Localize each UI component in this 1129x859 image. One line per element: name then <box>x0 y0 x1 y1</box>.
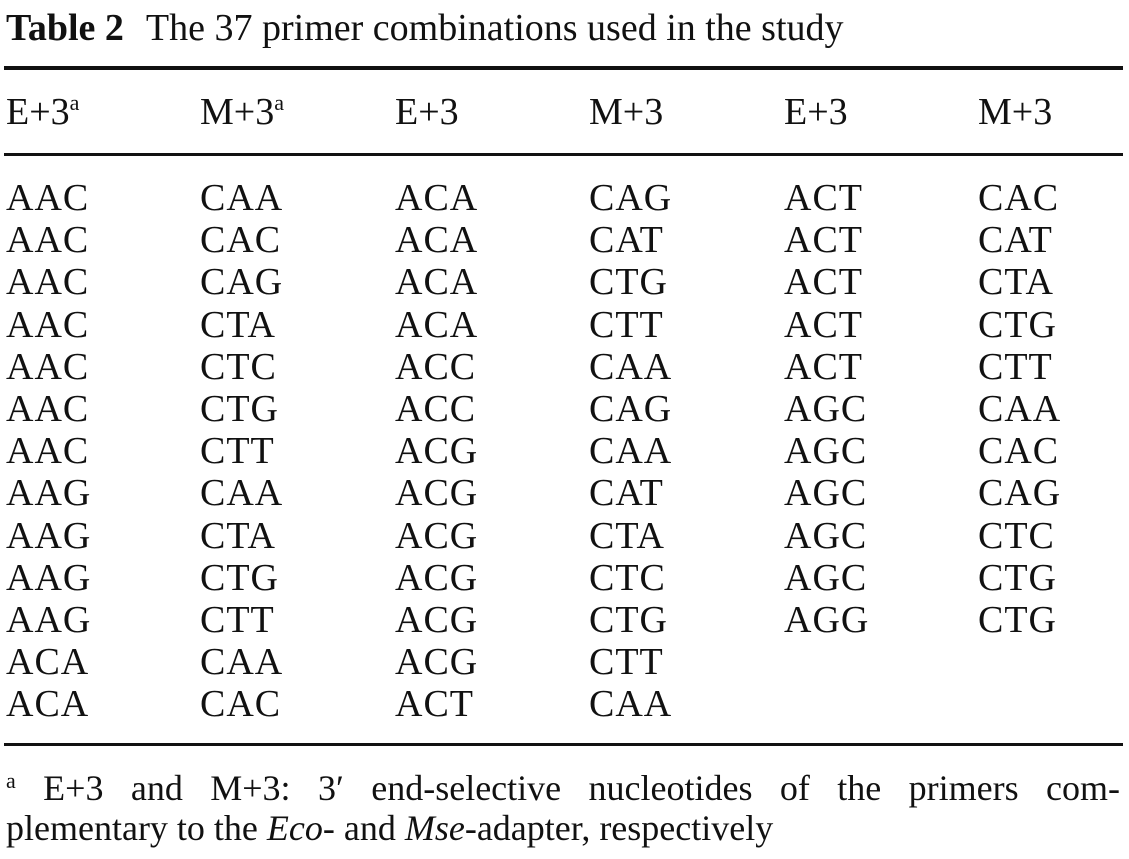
table-cell: AAC <box>6 388 90 431</box>
header-cell: E+3 <box>784 91 848 133</box>
table-cell: AAG <box>6 472 92 515</box>
table-cell: CAA <box>200 641 284 684</box>
header-rule <box>4 153 1123 156</box>
table-column <box>6 177 91 726</box>
header-cell: $E+3^a$ <box>6 90 80 133</box>
table-cell: ACG <box>395 472 479 515</box>
table-cell: CTG <box>200 388 279 431</box>
table-cell: CAC <box>200 219 282 262</box>
table-cell: CAC <box>978 177 1060 219</box>
table-cell: CAG <box>589 388 673 431</box>
table-cell: ACG <box>395 599 479 642</box>
table-cell: ACT <box>784 345 863 388</box>
table-cell: CAT <box>978 219 1053 262</box>
table-cell: ACG <box>395 430 479 473</box>
table-cell: AGC <box>784 514 868 557</box>
table-cell: CTT <box>200 430 275 473</box>
footnote-text-3: - and <box>322 808 405 848</box>
table-cell: CTA <box>978 261 1054 304</box>
table-column <box>784 177 869 641</box>
table-cell: AGC <box>784 556 868 599</box>
table-cell: CAA <box>589 430 673 473</box>
footnote-text-1: E+3 and M+3: 3′ end-selective nucleotides of the primers com- <box>15 768 1120 808</box>
table-cell: ACA <box>395 177 479 219</box>
header-cell: M+3 <box>589 91 664 133</box>
table-cell: ACT <box>784 303 863 346</box>
table-cell: ACC <box>395 388 477 431</box>
table-cell: CAA <box>200 472 284 515</box>
table-cell: AAC <box>6 430 90 473</box>
table-cell: AAC <box>6 177 90 219</box>
table-cell: AAC <box>6 303 90 346</box>
table-cell: CAA <box>978 388 1062 431</box>
table-cell: CTT <box>589 641 664 684</box>
header-cell: E+3 <box>395 91 459 133</box>
table-cell: ACG <box>395 556 479 599</box>
table-cell: ACT <box>784 261 863 304</box>
table-cell: AAC <box>6 219 90 262</box>
table-footnote <box>6 768 1120 848</box>
table-header-row <box>0 88 1129 136</box>
table-body <box>0 177 1129 727</box>
table-cell: CTG <box>978 556 1057 599</box>
table-cell: CAA <box>589 683 673 726</box>
footnote-eco: Eco <box>266 808 323 848</box>
table-cell: CAC <box>978 430 1060 473</box>
footnote-text-4: -adapter, respectively <box>464 808 774 848</box>
table-cell: AAG <box>6 556 92 599</box>
table-cell: AAC <box>6 261 90 304</box>
table-cell: CAA <box>589 345 673 388</box>
table-cell: CAT <box>589 219 664 262</box>
top-rule <box>4 66 1123 70</box>
table-cell: ACA <box>6 641 90 684</box>
table-cell: AAG <box>6 599 92 642</box>
table-cell: ACA <box>6 683 90 726</box>
table-label: Table 2 <box>6 7 124 49</box>
table-cell: ACT <box>784 177 863 219</box>
table-cell: AAC <box>6 345 90 388</box>
table-cell: CTG <box>978 303 1057 346</box>
table-cell: CTC <box>589 556 666 599</box>
header-cell: $M+3^a$ <box>200 90 284 133</box>
table-cell: CAG <box>978 472 1062 515</box>
footnote-mse: Mse <box>404 808 465 848</box>
table-cell: CTT <box>200 599 275 642</box>
table-cell: CAC <box>200 683 282 726</box>
table-cell: CTA <box>200 303 276 346</box>
table-cell: AAG <box>6 514 92 557</box>
table-cell: CTT <box>978 345 1053 388</box>
table-cell: AGG <box>784 599 870 642</box>
table-cell: AGC <box>784 472 868 515</box>
table-cell: CTC <box>978 514 1055 557</box>
table-cell: CTA <box>200 514 276 557</box>
table-cell: CAT <box>589 472 664 515</box>
table-cell: ACC <box>395 345 477 388</box>
bottom-rule <box>4 743 1123 746</box>
table-caption <box>6 4 844 52</box>
table-column <box>200 177 283 726</box>
table-cell: CTG <box>589 599 668 642</box>
table-cell: ACA <box>395 219 479 262</box>
footnote-marker: a <box>6 768 16 793</box>
table-cell: CTG <box>589 261 668 304</box>
table-cell: AGC <box>784 430 868 473</box>
table-column <box>978 177 1061 641</box>
table-cell: ACT <box>395 683 474 726</box>
footnote-text-2: plementary to the <box>6 808 267 848</box>
table-cell: CTG <box>200 556 279 599</box>
table-cell: ACG <box>395 514 479 557</box>
table-cell: CAG <box>200 261 284 304</box>
table-cell: CAG <box>589 177 673 219</box>
table-column <box>589 177 672 726</box>
table-title: The 37 primer combinations used in the study <box>145 7 844 49</box>
table-cell: CTT <box>589 303 664 346</box>
table-cell: CAA <box>200 177 284 219</box>
table-cell: CTG <box>978 599 1057 642</box>
table-cell: CTC <box>200 345 277 388</box>
table-cell: AGC <box>784 388 868 431</box>
table-cell: ACG <box>395 641 479 684</box>
header-cell: M+3 <box>978 91 1053 133</box>
table-cell: ACA <box>395 261 479 304</box>
table-cell: CTA <box>589 514 665 557</box>
table-column <box>395 177 478 726</box>
table-cell: ACA <box>395 303 479 346</box>
table-cell: ACT <box>784 219 863 262</box>
